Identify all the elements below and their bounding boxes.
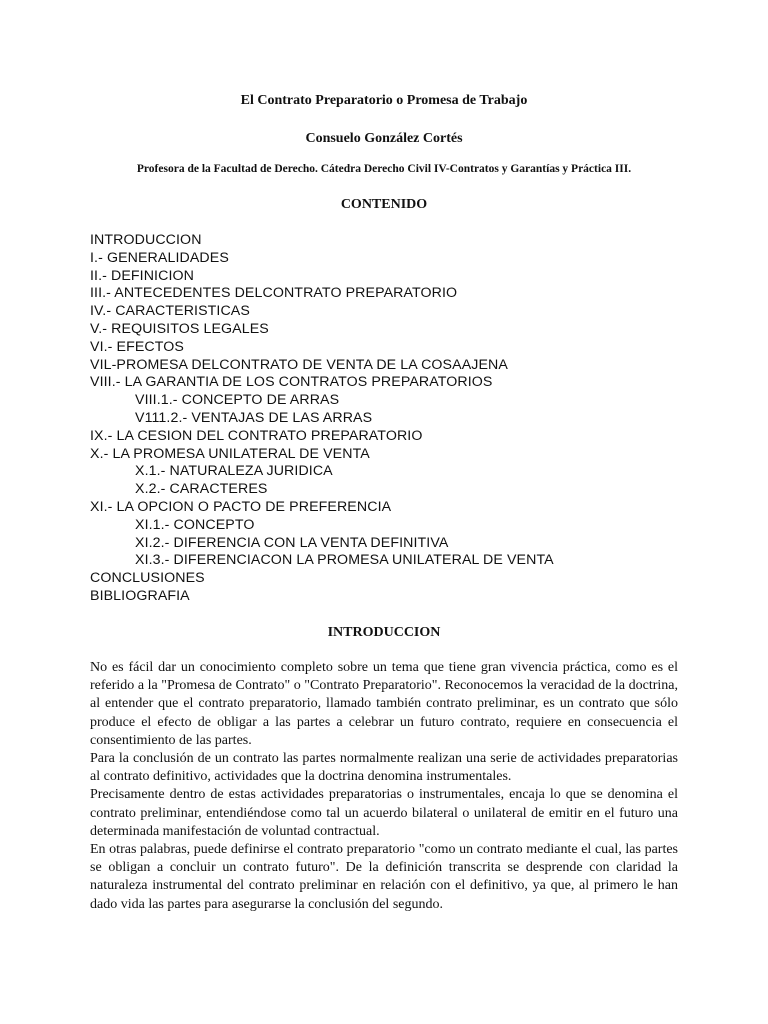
toc-item: INTRODUCCION <box>90 232 202 248</box>
author-affiliation: Profesora de la Facultad de Derecho. Cátedra Derecho Civil IV-Contratos y Garantías y Práctica III. <box>136 163 632 175</box>
body-paragraph: Para la conclusión de un contrato las partes normalmente realizan una serie de actividades preparatorias al contrato definitivo, actividades que la doctrina denomina instrumentales. <box>90 751 678 785</box>
document-title: El Contrato Preparatorio o Promesa de Trabajo <box>240 93 528 108</box>
toc-item: VIL-PROMESA DELCONTRATO DE VENTA DE LA COSAAJENA <box>90 356 508 373</box>
toc-item: XI.- LA OPCION O PACTO DE PREFERENCIA <box>90 498 392 515</box>
toc-item: BIBLIOGRAFIA <box>90 587 190 604</box>
toc-item: VIII.- LA GARANTIA DE LOS CONTRATOS PREPARATORIOS <box>90 374 493 391</box>
toc-item: IV.- CARACTERISTICAS <box>90 303 250 320</box>
toc-subitem: XI.2.- DIFERENCIA CON LA VENTA DEFINITIVA <box>135 534 449 551</box>
toc-subitem: X.2.- CARACTERES <box>135 481 268 498</box>
introduction-heading: INTRODUCCION <box>327 625 441 640</box>
toc-item: III.- ANTECEDENTES DELCONTRATO PREPARATORIO <box>90 285 458 302</box>
toc-item: I.- GENERALIDADES <box>90 249 229 266</box>
toc-subitem: X.1.- NATURALEZA JURIDICA <box>135 463 333 480</box>
toc-subitem: VIII.1.- CONCEPTO DE ARRAS <box>135 392 340 409</box>
toc-item: VI.- EFECTOS <box>90 338 184 355</box>
body-paragraph: No es fácil dar un conocimiento completo sobre un tema que tiene gran vivencia práctica, como es el referido a la "Promesa de Contrato" o "Contrato Preparatorio". Reconocemos la veracidad de la doctrina, al entender que el contrato preparatorio, llamado también contrato preliminar, es un contrato que sólo produce el efecto de obligar a las partes a celebrar un futuro contrato, requiere en consecuencia el consentimiento de las partes. <box>90 660 678 748</box>
body-paragraph: En otras palabras, puede definirse el contrato preparatorio "como un contrato mediante el cual, las partes se obligan a concluir un contrato futuro". De la definición transcrita se desprende con claridad la naturaleza instrumental del contrato preliminar en relación con el definitivo, ya que, al primero le han dado vida las partes para asegurarse la conclusión del segundo. <box>90 842 678 912</box>
table-of-contents <box>90 232 730 606</box>
toc-item: V.- REQUISITOS LEGALES <box>90 320 269 337</box>
document-author: Consuelo González Cortés <box>305 131 463 146</box>
body-paragraph: Precisamente dentro de estas actividades preparatorias o instrumentales, encaja lo que se denomina el contrato preliminar, entendiéndose como tal un acuerdo bilateral o unilateral de emitir en el futuro una determinada manifestación de voluntad contractual. <box>90 787 678 839</box>
toc-item: X.- LA PROMESA UNILATERAL DE VENTA <box>90 445 370 462</box>
toc-subitem: XI.3.- DIFERENCIACON LA PROMESA UNILATERAL DE VENTA <box>135 552 554 569</box>
toc-subitem: XI.1.- CONCEPTO <box>135 516 255 533</box>
toc-heading: CONTENIDO <box>340 197 428 212</box>
toc-item: IX.- LA CESION DEL CONTRATO PREPARATORIO <box>90 427 423 444</box>
toc-item: CONCLUSIONES <box>90 570 205 587</box>
toc-item: II.- DEFINICION <box>90 267 194 284</box>
toc-subitem: V111.2.- VENTAJAS DE LAS ARRAS <box>135 409 373 426</box>
introduction-body <box>90 659 678 914</box>
